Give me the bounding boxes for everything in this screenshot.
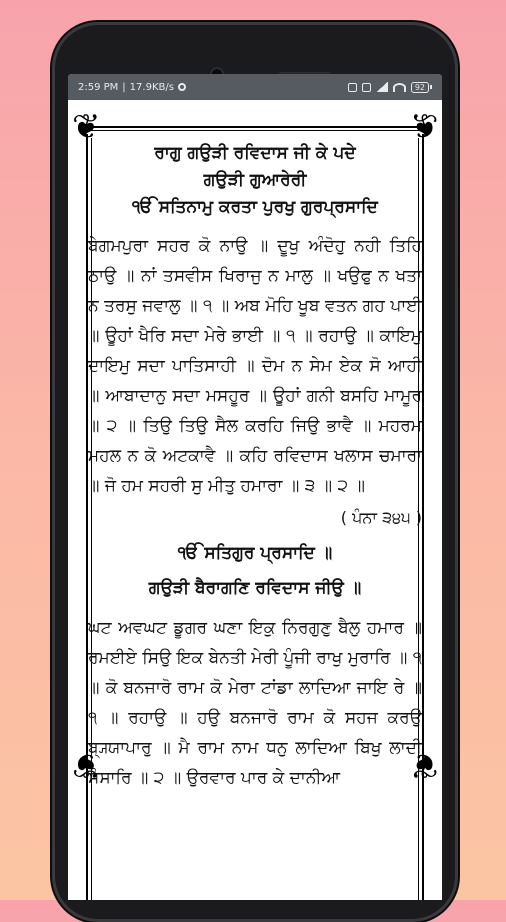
heading2-line-1: ੴ ਸਤਿਗੁਰ ਪ੍ਰਸਾਦਿ ॥ xyxy=(177,543,333,563)
phone-screen xyxy=(68,74,442,900)
signal-icon xyxy=(376,82,388,92)
heading-line-2: ਗਉੜੀ ਗੁਆਰੇਰੀ xyxy=(203,170,307,190)
reading-pane[interactable] xyxy=(68,100,442,900)
gurbani-text xyxy=(88,140,422,793)
status-bar: 2:59 PM | 17.9KB/s 92 xyxy=(68,74,442,100)
vibrate-icon xyxy=(362,83,371,92)
nfc-icon xyxy=(348,83,357,92)
battery-icon: 92 xyxy=(411,82,432,93)
heading-line-1: ਰਾਗੁ ਗਉੜੀ ਰਵਿਦਾਸ ਜੀ ਕੇ ਪਦੇ xyxy=(154,143,356,163)
corner-ornament-bottom-left: ❦ xyxy=(72,745,101,785)
verse-paragraph-2: ਘਟ ਅਵਘਟ ਡੂਗਰ ਘਣਾ ਇਕੁ ਨਿਰਗੁਣੁ ਬੈਲੁ ਹਮਾਰ ॥ ਰਮਈਏ ਸਿਉ ਇਕ ਬੇਨਤੀ ਮੇਰੀ ਪੂੰਜੀ ਰਾਖੁ ਮੁਰਾਰਿ ॥ ੧ ॥ ਕੋ ਬਨਜਾਰੋ ਰਾਮ ਕੋ ਮੇਰਾ ਟਾਂਡਾ ਲਾਦਿਆ ਜਾਇ ਰੇ ॥ ੧ ॥ ਰਹਾਉ ॥ ਹਉ ਬਨਜਾਰੋ ਰਾਮ ਕੋ ਸਹਜ ਕਰਉ ਬ੍ਯ੍ਯਾਪਾਰੁ ॥ ਮੈ ਰਾਮ ਨਾਮ ਧਨੁ ਲਾਦਿਆ ਬਿਖੁ ਲਾਦੀ ਸੰਸਾਰਿ ॥ ੨ ॥ ਉਰਵਾਰ ਪਾਰ ਕੇ ਦਾਨੀਆ xyxy=(88,618,422,788)
corner-ornament-top-right: ❦ xyxy=(409,107,438,147)
heading2-line-2: ਗਉੜੀ ਬੈਰਾਗਣਿ ਰਵਿਦਾਸ ਜੀਉ ॥ xyxy=(148,578,362,598)
settings-icon xyxy=(178,83,186,91)
wifi-icon xyxy=(393,83,406,92)
network-speed: 17.9KB/s xyxy=(129,81,174,93)
corner-ornament-top-left: ❦ xyxy=(72,107,101,147)
page-reference: ( ਪੰਨਾ ੩੪੫ ) xyxy=(340,508,422,527)
corner-ornament-bottom-right: ❦ xyxy=(409,745,438,785)
heading-line-3: ੴ ਸਤਿਨਾਮੁ ਕਰਤਾ ਪੁਰਖੁ ਗੁਰਪ੍ਰਸਾਦਿ xyxy=(132,197,378,217)
clock: 2:59 PM xyxy=(78,81,119,93)
verse-paragraph-1: ਬੇਗਮਪੁਰਾ ਸਹਰ ਕੋ ਨਾਉ ॥ ਦੂਖੁ ਅੰਦੋਹੁ ਨਹੀ ਤਿਹਿ ਠਾਉ ॥ ਨਾਂ ਤਸਵੀਸ ਖਿਰਾਜੁ ਨ ਮਾਲੁ ॥ ਖਉਫੁ ਨ ਖਤਾ ਨ ਤਰਸੁ ਜਵਾਲੁ ॥ ੧ ॥ ਅਬ ਮੋਹਿ ਖੂਬ ਵਤਨ ਗਹ ਪਾਈ ॥ ਊਹਾਂ ਖੈਰਿ ਸਦਾ ਮੇਰੇ ਭਾਈ ॥ ੧ ॥ ਰਹਾਉ ॥ ਕਾਇਮੁ ਦਾਇਮੁ ਸਦਾ ਪਾਤਿਸਾਹੀ ॥ ਦੋਮ ਨ ਸੇਮ ਏਕ ਸੋ ਆਹੀ ॥ ਆਬਾਦਾਨੁ ਸਦਾ ਮਸਹੂਰ ॥ ਊਹਾਂ ਗਨੀ ਬਸਹਿ ਮਾਮੂਰ ॥ ੨ ॥ ਤਿਉ ਤਿਉ ਸੈਲ ਕਰਹਿ ਜਿਉ ਭਾਵੈ ॥ ਮਹਰਮ ਮਹਲ ਨ ਕੋ ਅਟਕਾਵੈ ॥ ਕਹਿ ਰਵਿਦਾਸ ਖਲਾਸ ਚਮਾਰਾ ॥ ਜੋ ਹਮ ਸਹਰੀ ਸੁ ਮੀਤੁ ਹਮਾਰਾ ॥ ੩ ॥ ੨ ॥ xyxy=(88,236,422,496)
